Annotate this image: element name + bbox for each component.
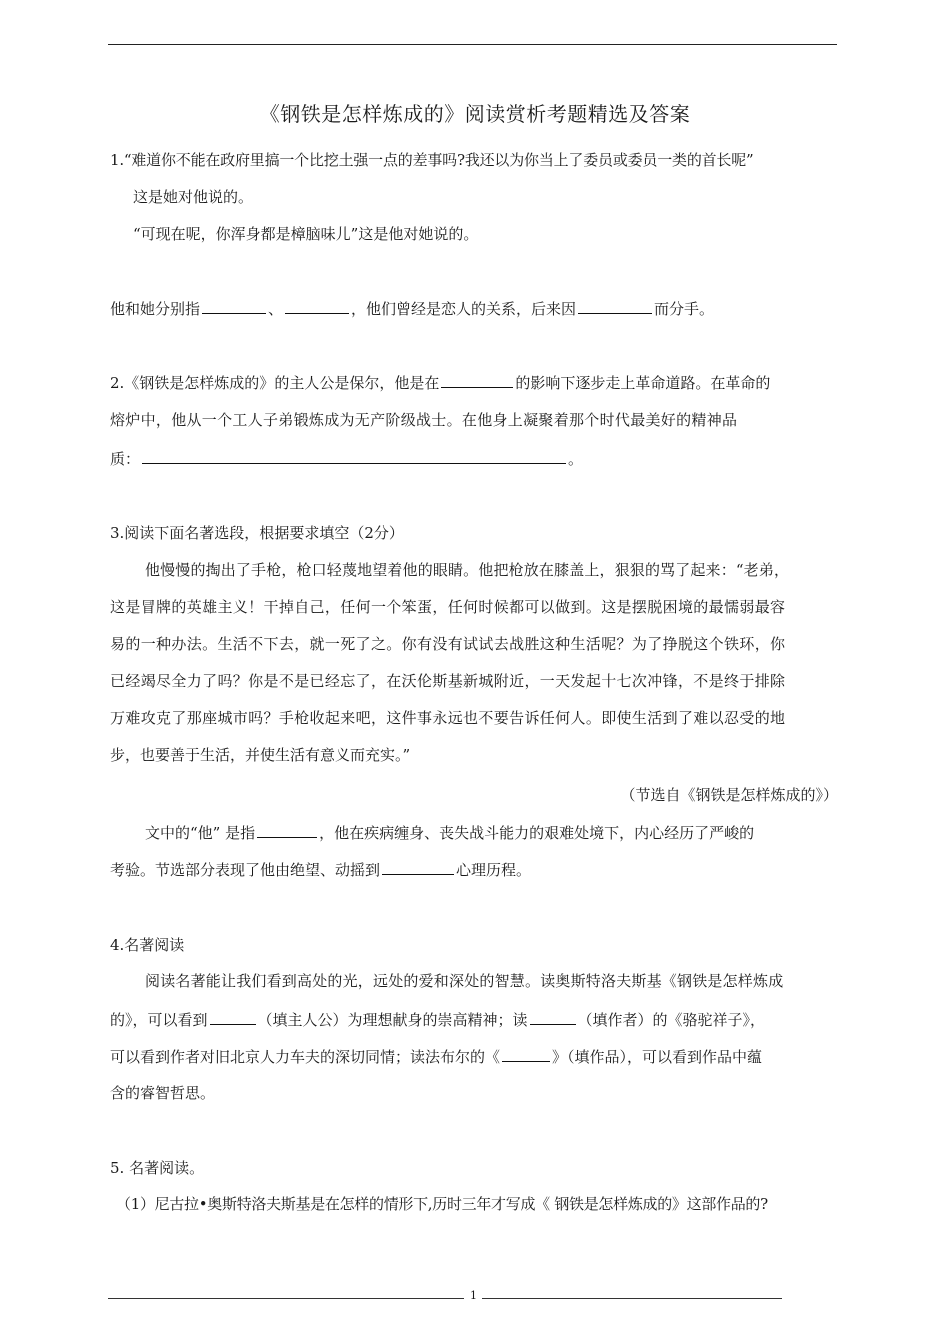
q1-prompt-c: 而分手。 <box>654 300 715 318</box>
q4-blank-3[interactable] <box>502 1046 550 1062</box>
q4-text-b: （填主人公）为理想献身的崇高精神；读 <box>257 1011 528 1029</box>
q1-prompt-b: ，他们曾经是恋人的关系，后来因 <box>351 300 577 318</box>
q2-line-2: 熔炉中，他从一个工人子弟锻炼成为无产阶级战士。在他身上凝聚着那个时代最美好的精神品 <box>110 411 738 429</box>
q4-line-1: 阅读名著能让我们看到高处的光，远处的爱和深处的智慧。读奥斯特洛夫斯基《钢铁是怎样炼成 <box>145 972 784 990</box>
q2-line-1 <box>110 372 770 393</box>
q1-fill-line <box>110 298 714 319</box>
q4-line-3 <box>110 1046 762 1067</box>
footer-rule-left <box>108 1298 464 1299</box>
q3-text-d: 心理历程。 <box>456 861 532 879</box>
q1-blank-1[interactable] <box>202 298 266 314</box>
q3-passage-line: 步，也要善于生活，并使生活有意义而充实。” <box>110 746 411 764</box>
q1-quote-line: 1.“难道你不能在政府里搞一个比挖土强一点的差事吗?我还以为你当上了委员或委员一类的首长呢” <box>110 151 754 169</box>
q4-text-a: 的》，可以看到 <box>110 1011 208 1029</box>
q3-text-a: 文中的“他” 是指 <box>145 824 256 842</box>
q1-attribution: 这是她对他说的。 <box>133 188 254 206</box>
q4-line-2 <box>110 1009 765 1030</box>
q4-text-c: （填作者）的《骆驼祥子》， <box>577 1011 766 1029</box>
q5-sub-question-1: （1）尼古拉•奥斯特洛夫斯基是在怎样的情形下,历时三年才写成《 钢铁是怎样炼成的》这部作品的? <box>116 1195 768 1213</box>
page-number: 1 <box>470 1289 477 1302</box>
q3-passage-line: 已经竭尽全力了吗？你是不是已经忘了，在沃伦斯基新城附近，一天发起十七次冲锋，不是终于排除 <box>110 672 786 690</box>
q3-question-line-1 <box>145 822 754 843</box>
q1-sep: 、 <box>268 300 284 318</box>
q4-blank-2[interactable] <box>530 1009 576 1025</box>
q2-text-d: 。 <box>568 450 584 468</box>
q3-question-line-2 <box>110 859 531 880</box>
q2-text-a: 2.《钢铁是怎样炼成的》的主人公是保尔，他是在 <box>110 374 440 392</box>
q3-heading: 3.阅读下面名著选段，根据要求填空（2分） <box>110 524 404 542</box>
q4-text-e: 》（填作品），可以看到作品中蕴 <box>552 1048 763 1066</box>
q1-prompt-a: 他和她分别指 <box>110 300 201 318</box>
q3-text-b: ，他在疾病缠身、丧失战斗能力的艰难处境下，内心经历了严峻的 <box>319 824 755 842</box>
q1-quote-line-2: “可现在呢，你浑身都是樟脑味儿”这是他对她说的。 <box>133 225 479 243</box>
footer-rule-right <box>482 1298 782 1299</box>
q3-text-c: 考验。节选部分表现了他由绝望、动摇到 <box>110 861 381 879</box>
q3-blank-2[interactable] <box>382 859 454 875</box>
q3-passage-line: 易的一种办法。生活不下去，就一死了之。你有没有试试去战胜这种生活呢？为了挣脱这个铁环，你 <box>110 635 786 653</box>
q1-blank-2[interactable] <box>285 298 349 314</box>
q3-blank-1[interactable] <box>257 822 317 838</box>
q2-blank-2[interactable] <box>142 448 566 464</box>
q2-blank-1[interactable] <box>441 372 513 388</box>
q2-text-b: 的影响下逐步走上革命道路。在革命的 <box>515 374 771 392</box>
q4-text-d: 可以看到作者对旧北京人力车夫的深切同情；读法布尔的《 <box>110 1048 501 1066</box>
q2-text-c: 质： <box>110 450 141 468</box>
document-title: 《钢铁是怎样炼成的》阅读赏析考题精选及答案 <box>259 102 691 126</box>
q3-source: （节选自《钢铁是怎样炼成的》） <box>620 786 838 804</box>
q4-line-4: 含的睿智哲思。 <box>110 1084 216 1102</box>
q3-passage-line: 万难攻克了那座城市吗？手枪收起来吧，这件事永远也不要告诉任何人。即使生活到了难以忍受的地 <box>110 709 786 727</box>
q5-heading: 5. 名著阅读。 <box>110 1159 205 1177</box>
q1-blank-3[interactable] <box>578 298 652 314</box>
header-rule <box>108 44 837 45</box>
q3-passage-line: 他慢慢的掏出了手枪，枪口轻蔑地望着他的眼睛。他把枪放在膝盖上，狠狠的骂了起来：“老弟， <box>145 561 790 579</box>
q2-line-3 <box>110 448 583 469</box>
q4-blank-1[interactable] <box>210 1009 256 1025</box>
q4-heading: 4.名著阅读 <box>110 936 185 954</box>
q3-passage-line: 这是冒牌的英雄主义！干掉自己，任何一个笨蛋，任何时候都可以做到。这是摆脱困境的最懦弱最容 <box>110 598 786 616</box>
